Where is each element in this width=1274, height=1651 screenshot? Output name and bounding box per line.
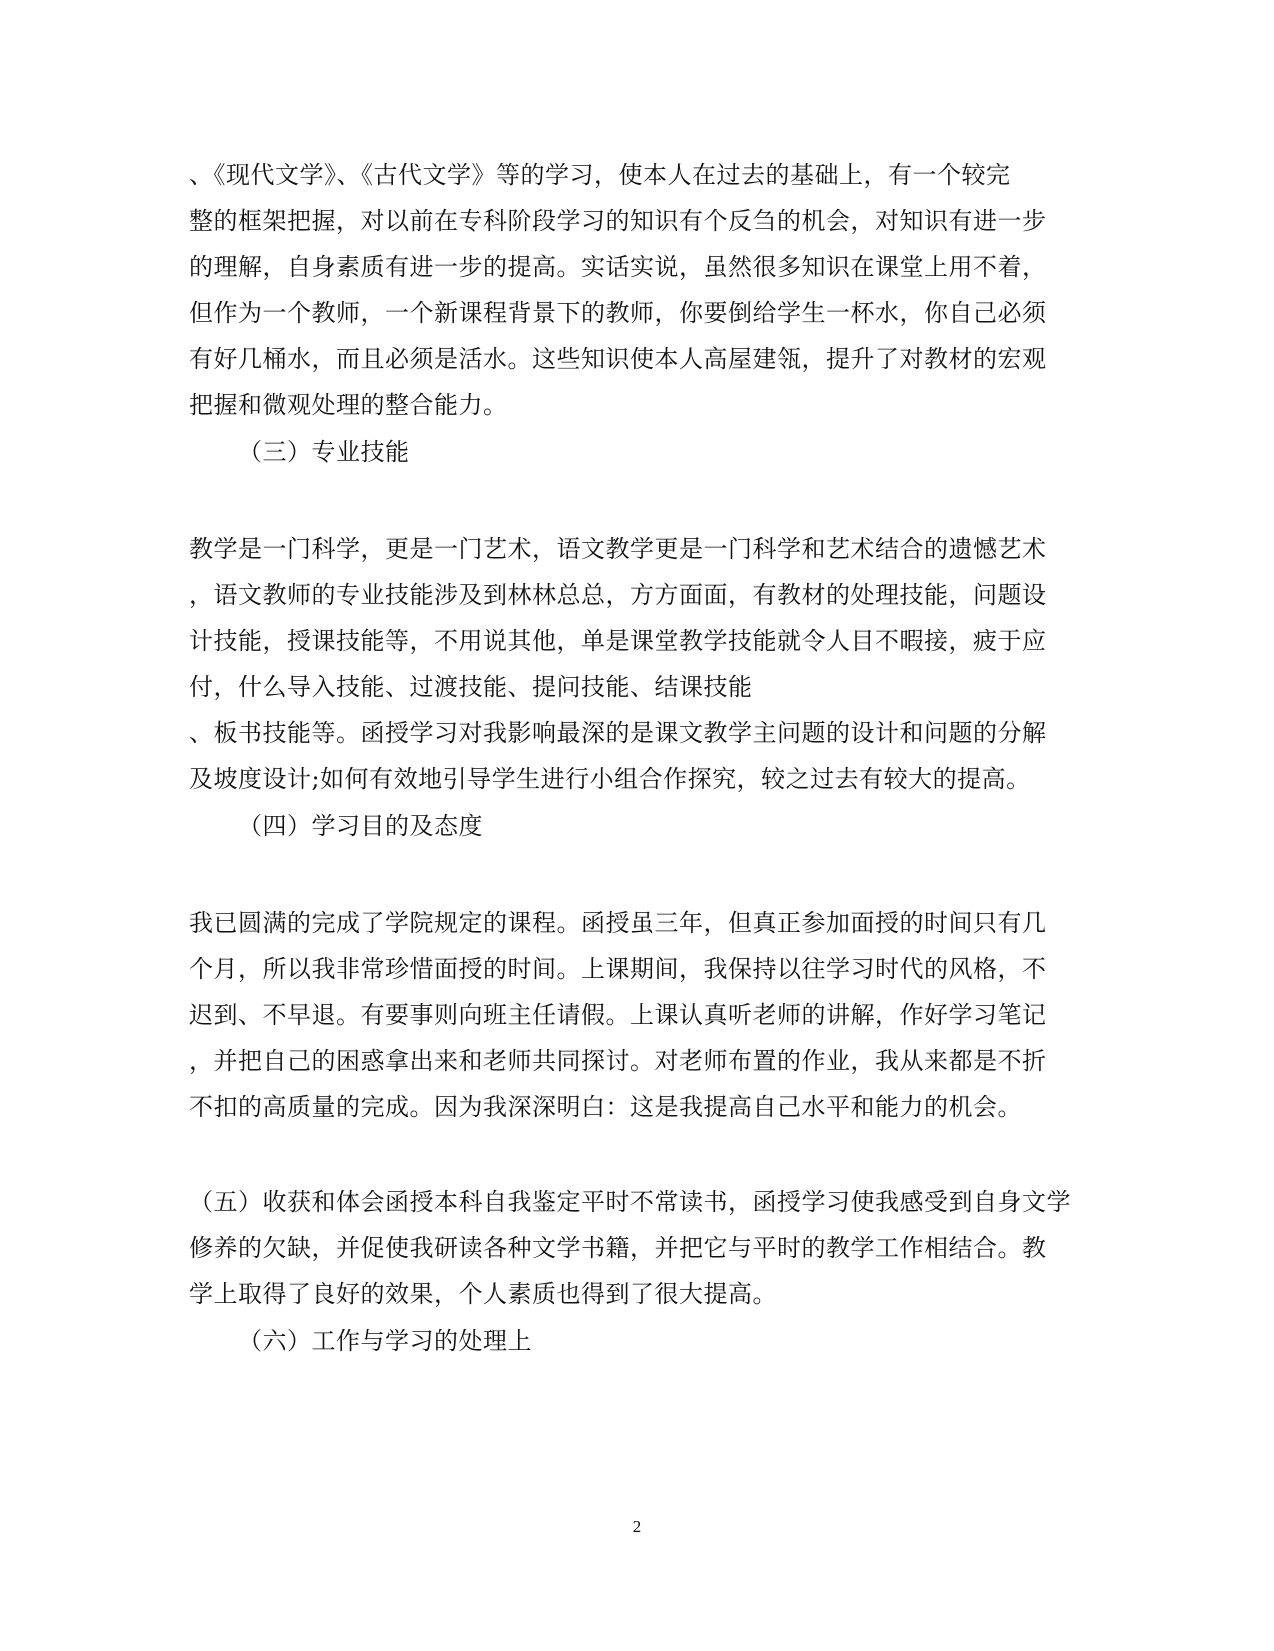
section-heading-4: （四）学习目的及态度 bbox=[238, 812, 483, 840]
paragraph-1-line-6: 把握和微观处理的整合能力。 bbox=[189, 391, 508, 419]
section-heading-6: （六）工作与学习的处理上 bbox=[238, 1327, 532, 1355]
paragraph-2-line-2: ，语文教师的专业技能涉及到林林总总，方方面面，有教材的处理技能，问题设 bbox=[189, 581, 1047, 609]
paragraph-1-line-3: 的理解，自身素质有进一步的提高。实话实说，虽然很多知识在课堂上用不着， bbox=[189, 253, 1047, 281]
paragraph-3-line-5: 不扣的高质量的完成。因为我深深明白：这是我提高自己水平和能力的机会。 bbox=[189, 1093, 1022, 1121]
page-number: 2 bbox=[632, 1517, 642, 1536]
paragraph-2-line-3: 计技能，授课技能等，不用说其他，单是课堂教学技能就令人目不暇接，疲于应 bbox=[189, 627, 1047, 655]
paragraph-2-line-1: 教学是一门科学，更是一门艺术，语文教学更是一门科学和艺术结合的遗憾艺术 bbox=[189, 535, 1047, 563]
section-heading-3: （三）专业技能 bbox=[238, 438, 410, 466]
paragraph-3-line-2: 个月，所以我非常珍惜面授的时间。上课期间，我保持以往学习时代的风格，不 bbox=[189, 955, 1047, 983]
paragraph-2-line-6: 及坡度设计;如何有效地引导学生进行小组合作探究，较之过去有较大的提高。 bbox=[189, 765, 1031, 793]
paragraph-1-line-5: 有好几桶水，而且必须是活水。这些知识使本人高屋建瓴，提升了对教材的宏观 bbox=[189, 345, 1047, 373]
paragraph-2-line-4: 付，什么导入技能、过渡技能、提问技能、结课技能 bbox=[189, 673, 753, 701]
paragraph-1-line-4: 但作为一个教师，一个新课程背景下的教师，你要倒给学生一杯水，你自己必须 bbox=[189, 299, 1047, 327]
paragraph-3-line-3: 迟到、不早退。有要事则向班主任请假。上课认真听老师的讲解，作好学习笔记 bbox=[189, 1001, 1047, 1029]
paragraph-3-line-4: ，并把自己的困惑拿出来和老师共同探讨。对老师布置的作业，我从来都是不折 bbox=[189, 1047, 1047, 1075]
paragraph-1-line-2: 整的框架把握，对以前在专科阶段学习的知识有个反刍的机会，对知识有进一步 bbox=[189, 207, 1047, 235]
paragraph-4-line-1: （五）收获和体会函授本科自我鉴定平时不常读书，函授学习使我感受到自身文学 bbox=[189, 1188, 1071, 1216]
paragraph-3-line-1: 我已圆满的完成了学院规定的课程。函授虽三年，但真正参加面授的时间只有几 bbox=[189, 909, 1047, 937]
paragraph-4-line-2: 修养的欠缺，并促使我研读各种文学书籍，并把它与平时的教学工作相结合。教 bbox=[189, 1234, 1047, 1262]
paragraph-4-line-3: 学上取得了良好的效果，个人素质也得到了很大提高。 bbox=[189, 1280, 777, 1308]
paragraph-1-line-1: 、《现代文学》、《古代文学》等的学习，使本人在过去的基础上，有一个较完 bbox=[189, 161, 1011, 189]
paragraph-2-line-5: 、板书技能等。函授学习对我影响最深的是课文教学主问题的设计和问题的分解 bbox=[189, 719, 1047, 747]
